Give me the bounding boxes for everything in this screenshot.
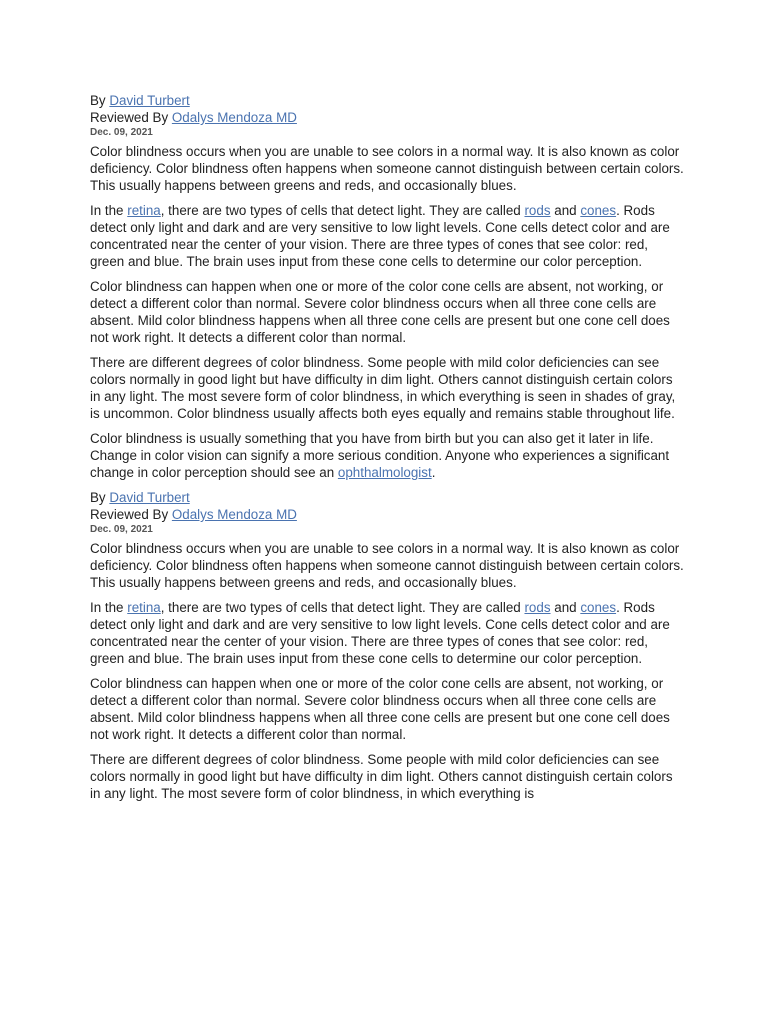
retina-link[interactable]: retina <box>127 600 161 615</box>
ophthalmologist-link[interactable]: ophthalmologist <box>337 465 432 480</box>
text-segment: and <box>550 203 581 218</box>
text-segment: , there are two types of cells that detect light. They are called <box>160 600 525 615</box>
document-body <box>90 92 684 810</box>
paragraph-causes: Color blindness can happen when one or more of the color cone cells are absent, not working, or detect a different color than normal. Severe color blindness occurs when all three cone cells are absent. Mild color blindness happens when all three cone cells are present but one cone cell does not work right. It detects a different color than normal. <box>90 279 670 345</box>
publish-date: Dec. 09, 2021 <box>90 524 153 535</box>
paragraph-intro: Color blindness occurs when you are unable to see colors in a normal way. It is also known as color deficiency. Color blindness often happens when someone cannot distinguish between certain colors. This usually happens between greens and reds, and occasionally blues. <box>90 541 684 590</box>
paragraph-retina <box>90 202 684 270</box>
reviewer-prefix: Reviewed By <box>90 110 172 125</box>
byline-prefix: By <box>90 93 110 108</box>
author-link[interactable]: David Turbert <box>109 490 190 505</box>
author-byline <box>90 489 684 506</box>
text-segment: . Rods detect only light and dark and are very sensitive to low light levels. Cone cells detect color and are concentrated near the center of your vision. There are three types of cones that see color: red, green and blue. The brain uses input from these cone cells to determine our color perception. <box>90 600 670 666</box>
paragraph-degrees: There are different degrees of color blindness. Some people with mild color deficiencies can see colors normally in good light but have difficulty in dim light. Others cannot distinguish certain colors in any light. The most severe form of color blindness, in which everything is <box>90 752 673 801</box>
reviewer-prefix: Reviewed By <box>90 507 172 522</box>
reviewer-byline <box>90 506 684 523</box>
paragraph-retina <box>90 599 684 667</box>
text-segment: and <box>550 600 581 615</box>
rods-link[interactable]: rods <box>524 600 551 615</box>
reviewer-link[interactable]: Odalys Mendoza MD <box>171 507 297 522</box>
text-segment: Color blindness is usually something that you have from birth but you can also get it later in life. Change in color vision can signify a more serious condition. Anyone who experiences a significant change in color perception should see an <box>90 431 670 480</box>
reviewer-link[interactable]: Odalys Mendoza MD <box>171 110 297 125</box>
paragraph-onset <box>90 430 684 481</box>
paragraph-causes: Color blindness can happen when one or more of the color cone cells are absent, not working, or detect a different color than normal. Severe color blindness occurs when all three cone cells are absent. Mild color blindness happens when all three cone cells are present but one cone cell does not work right. It detects a different color than normal. <box>90 676 670 742</box>
text-segment: , there are two types of cells that detect light. They are called <box>160 203 525 218</box>
author-link[interactable]: David Turbert <box>109 93 190 108</box>
rods-link[interactable]: rods <box>524 203 551 218</box>
cones-link[interactable]: cones <box>580 203 617 218</box>
cones-link[interactable]: cones <box>580 600 617 615</box>
reviewer-byline <box>90 109 684 126</box>
text-segment: In the <box>90 600 128 615</box>
author-byline <box>90 92 684 109</box>
text-segment: . Rods detect only light and dark and are very sensitive to low light levels. Cone cells detect color and are concentrated near the center of your vision. There are three types of cones that see color: red, green and blue. The brain uses input from these cone cells to determine our color perception. <box>90 203 670 269</box>
paragraph-degrees: There are different degrees of color blindness. Some people with mild color deficiencies can see colors normally in good light but have difficulty in dim light. Others cannot distinguish certain colors in any light. The most severe form of color blindness, in which everything is seen in shades of gray, is uncommon. Color blindness usually affects both eyes equally and remains stable throughout life. <box>90 355 676 421</box>
text-segment: In the <box>90 203 128 218</box>
paragraph-intro: Color blindness occurs when you are unable to see colors in a normal way. It is also known as color deficiency. Color blindness often happens when someone cannot distinguish between certain colors. This usually happens between greens and reds, and occasionally blues. <box>90 144 684 193</box>
byline-prefix: By <box>90 490 110 505</box>
article-1 <box>90 92 684 481</box>
text-segment: . <box>431 465 436 480</box>
retina-link[interactable]: retina <box>127 203 161 218</box>
article-2 <box>90 489 684 802</box>
publish-date: Dec. 09, 2021 <box>90 127 153 138</box>
